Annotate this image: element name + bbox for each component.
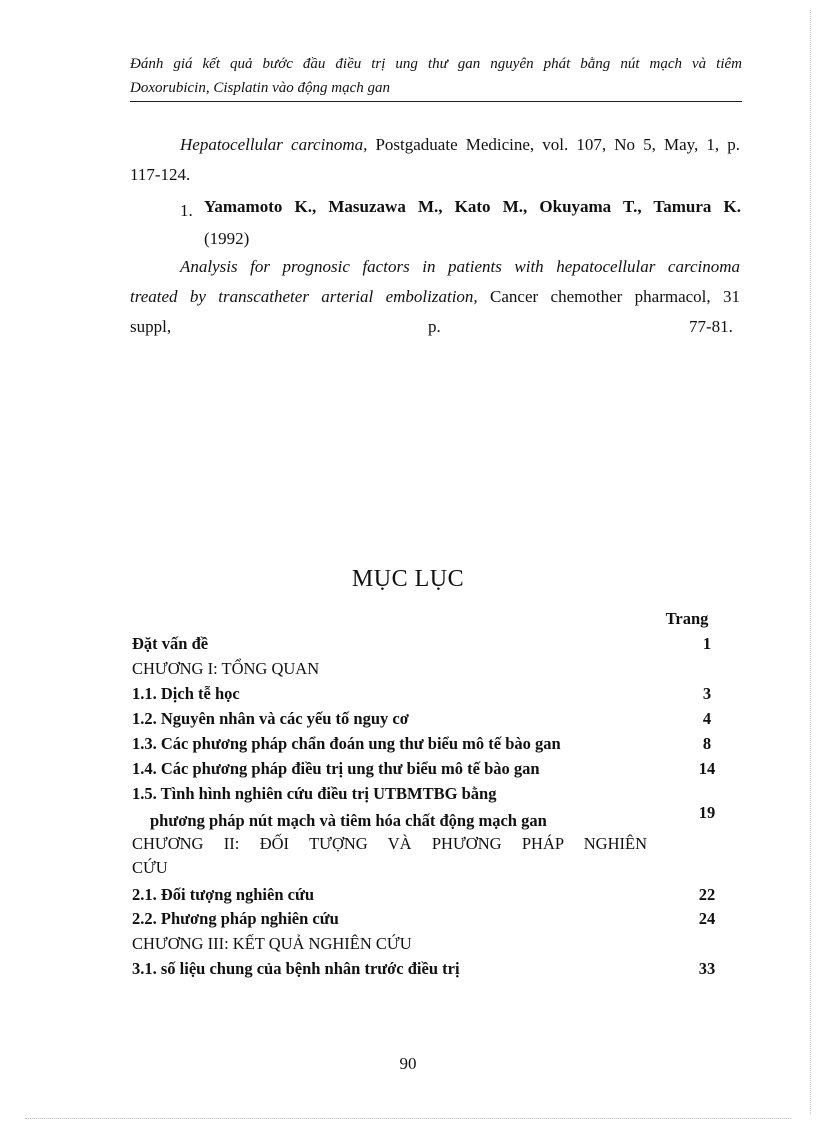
running-header <box>130 52 742 100</box>
toc-entry-page: 24 <box>698 909 716 928</box>
toc-entry-label: 1.5. Tình hình nghiên cứu điều trị UTBMTBG bằng <box>132 784 497 803</box>
toc-entry-label: CHƯƠNG I: TỔNG QUAN <box>132 659 320 678</box>
toc-entry-page: 22 <box>698 885 716 904</box>
toc-entry <box>132 908 716 930</box>
toc-entry <box>132 733 712 755</box>
toc-entry-label: 1.4. Các phương pháp điều trị ung thư biểu mô tế bào gan <box>132 759 540 778</box>
toc-entry <box>132 933 712 955</box>
toc-entry <box>132 658 712 680</box>
running-header-line-2: Doxorubicin, Cisplatin vào động mạch gan <box>130 80 390 96</box>
reference-item-authors: Yamamoto K., Masuzawa M., Kato M., Okuyama T., Tamura K. <box>204 197 741 216</box>
toc-entry-page: 33 <box>698 959 716 978</box>
reference-item-year: (1992) <box>204 229 250 248</box>
toc-title: MỤC LỤC <box>351 566 465 592</box>
page-bottom-border <box>25 1118 791 1119</box>
reference-item-title-line-1: Analysis for prognosic factors in patients with hepatocellular carcinoma <box>180 257 740 276</box>
toc-entry <box>132 884 716 906</box>
page-number: 90 <box>399 1054 417 1073</box>
reference-item-title-line-2 <box>130 285 740 309</box>
page-right-border <box>810 10 811 1115</box>
toc-entry <box>132 783 712 805</box>
toc-entry-label: 1.1. Dịch tễ học <box>132 684 240 703</box>
reference-prev-source: Postgaduate Medicine, vol. 107, No 5, May, 1, p. <box>367 135 740 154</box>
toc-entry <box>132 857 712 879</box>
toc-entry-label: 2.2. Phương pháp nghiên cứu <box>132 909 339 928</box>
reference-item-source: Cancer chemother pharmacol, 31 <box>477 287 740 306</box>
reference-item-title-2: treated by transcatheter arterial embolization, <box>130 287 478 306</box>
toc-entry-label: 1.3. Các phương pháp chẩn đoán ung thư biểu mô tế bào gan <box>132 734 561 753</box>
toc-entry <box>132 833 647 855</box>
running-header-line-1: Đánh giá kết quả bước đầu điều trị ung thư gan nguyên phát bằng nút mạch và tiêm <box>130 56 742 72</box>
toc-entry <box>132 683 712 705</box>
toc-entry-label: 1.2. Nguyên nhân và các yếu tố nguy cơ <box>132 709 409 728</box>
reference-item-pages: 77-81. <box>689 317 733 336</box>
toc-entry-label: 3.1. số liệu chung của bệnh nhân trước điều trị <box>132 959 460 978</box>
toc-entry-page: 14 <box>698 759 716 778</box>
toc-entry <box>132 708 712 730</box>
toc-entry-label: CHƯƠNG II: ĐỐI TƯỢNG VÀ PHƯƠNG PHÁP NGHIÊN <box>132 834 647 853</box>
toc-entry <box>132 758 716 780</box>
toc-entry-page: 1 <box>702 634 712 653</box>
toc-page-header: Trang <box>665 609 709 628</box>
toc-entry <box>132 633 712 655</box>
toc-entry-page: 3 <box>702 684 712 703</box>
toc-entry-label: CỨU <box>132 858 168 877</box>
toc-entry-label: phương pháp nút mạch và tiêm hóa chất động mạch gan <box>150 811 547 830</box>
reference-continuation-line <box>180 133 740 157</box>
toc-entry-page: 19 <box>698 803 716 822</box>
toc-entry-page: 8 <box>702 734 712 753</box>
header-rule <box>130 101 742 102</box>
reference-prev-pages: 117-124. <box>130 165 191 184</box>
reference-item-p: p. <box>428 317 441 336</box>
toc-entry-page: 4 <box>702 709 712 728</box>
reference-item-marker: 1. <box>180 201 193 220</box>
toc-entry <box>132 958 716 980</box>
reference-item-suppl: suppl, <box>130 317 172 336</box>
toc-entry <box>150 810 730 832</box>
toc-entry-label: CHƯƠNG III: KẾT QUẢ NGHIÊN CỨU <box>132 934 412 953</box>
reference-prev-title: Hepatocellular carcinoma, <box>180 135 368 154</box>
toc-entry-label: 2.1. Đối tượng nghiên cứu <box>132 885 315 904</box>
toc-entry-label: Đặt vấn đề <box>132 634 209 653</box>
